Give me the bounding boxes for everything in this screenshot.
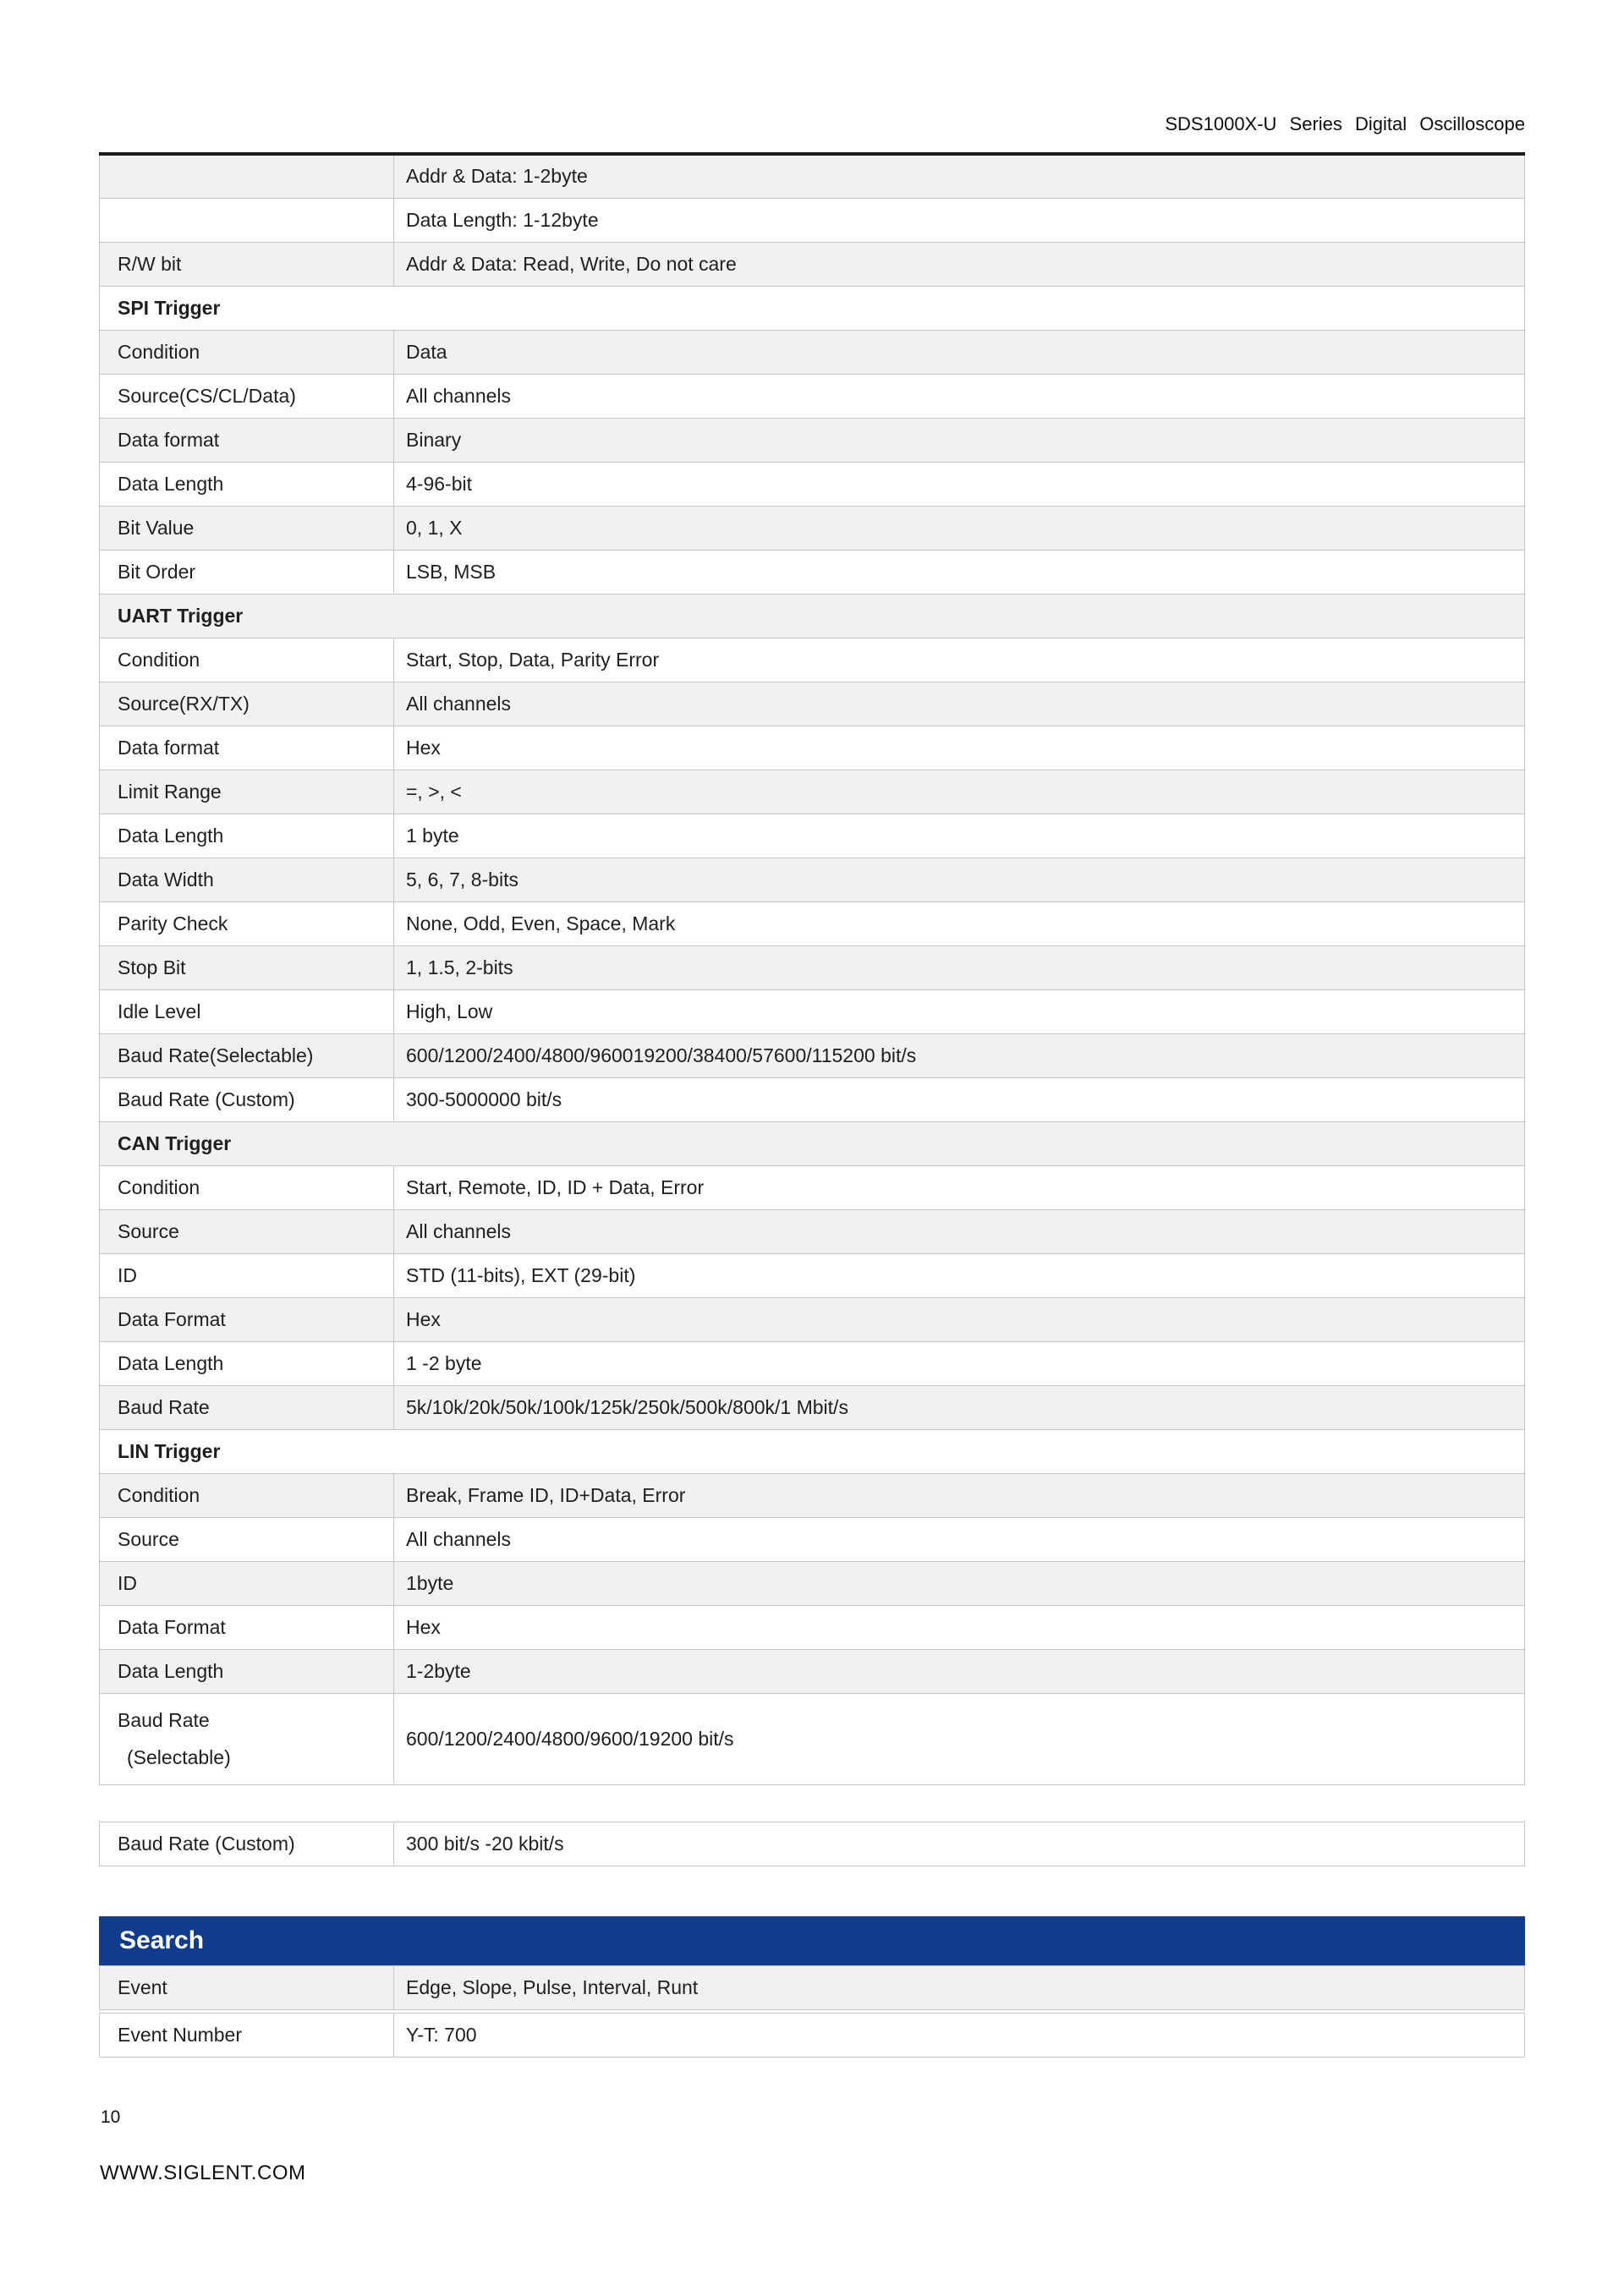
table-row bbox=[100, 550, 1525, 594]
table-row bbox=[100, 1341, 1525, 1385]
table-row bbox=[100, 1517, 1525, 1561]
spec-table-continued-wrap bbox=[99, 1822, 1525, 1866]
table-row bbox=[100, 1209, 1525, 1253]
spec-label: Stop Bit bbox=[100, 945, 394, 989]
search-section bbox=[99, 1916, 1525, 2058]
spec-label: Data Length bbox=[100, 1649, 394, 1693]
spec-value: All channels bbox=[394, 682, 1525, 726]
table-row bbox=[100, 1033, 1525, 1077]
table-row bbox=[100, 1693, 1525, 1784]
spec-label: Idle Level bbox=[100, 989, 394, 1033]
spec-value: 5k/10k/20k/50k/100k/125k/250k/500k/800k/1 Mbit/s bbox=[394, 1385, 1525, 1429]
spec-table-continued bbox=[99, 1822, 1525, 1866]
spec-label: Condition bbox=[100, 330, 394, 374]
table-row bbox=[100, 1561, 1525, 1605]
spec-table-main bbox=[99, 152, 1525, 1785]
table-row bbox=[100, 945, 1525, 989]
spec-value: 600/1200/2400/4800/9600/19200 bit/s bbox=[394, 1693, 1525, 1784]
table-row bbox=[100, 1822, 1525, 1866]
table-row bbox=[100, 1253, 1525, 1297]
spec-label: Data Width bbox=[100, 858, 394, 901]
spec-label: Condition bbox=[100, 1165, 394, 1209]
document-header bbox=[99, 113, 1525, 135]
table-row bbox=[100, 1966, 1525, 2010]
spec-label: Bit Order bbox=[100, 550, 394, 594]
spec-value: All channels bbox=[394, 1209, 1525, 1253]
spec-value: Data bbox=[394, 330, 1525, 374]
table-row bbox=[100, 638, 1525, 682]
spec-value: Addr & Data: 1-2byte bbox=[394, 154, 1525, 198]
page-number: 10 bbox=[101, 2107, 121, 2127]
spec-value: None, Odd, Even, Space, Mark bbox=[394, 901, 1525, 945]
spec-table-main-wrap bbox=[99, 152, 1525, 1785]
search-section-title: Search bbox=[119, 1926, 205, 1954]
table-row bbox=[100, 858, 1525, 901]
table-row bbox=[100, 1165, 1525, 1209]
spec-value: =, >, < bbox=[394, 770, 1525, 814]
spec-label: Bit Value bbox=[100, 506, 394, 550]
search-section-header bbox=[99, 1916, 1525, 1965]
spec-label: R/W bit bbox=[100, 242, 394, 286]
spec-label: Data Format bbox=[100, 1605, 394, 1649]
table-row bbox=[100, 1649, 1525, 1693]
spec-label: Baud Rate bbox=[100, 1385, 394, 1429]
table-row bbox=[100, 1429, 1525, 1473]
spec-value: 1 byte bbox=[394, 814, 1525, 858]
table-row bbox=[100, 814, 1525, 858]
spec-label: Data Length bbox=[100, 1341, 394, 1385]
spec-label: Limit Range bbox=[100, 770, 394, 814]
spec-label: Source(CS/CL/Data) bbox=[100, 374, 394, 418]
footer-website: WWW.SIGLENT.COM bbox=[100, 2162, 306, 2184]
table-row bbox=[100, 682, 1525, 726]
spec-label: Source(RX/TX) bbox=[100, 682, 394, 726]
table-row bbox=[100, 374, 1525, 418]
table-row bbox=[100, 901, 1525, 945]
spec-value: 300-5000000 bit/s bbox=[394, 1077, 1525, 1121]
spec-value: Binary bbox=[394, 418, 1525, 462]
table-row bbox=[100, 286, 1525, 330]
spec-value: Addr & Data: Read, Write, Do not care bbox=[394, 242, 1525, 286]
table-row bbox=[100, 726, 1525, 770]
spec-label: Event bbox=[100, 1966, 394, 2010]
spec-label: ID bbox=[100, 1253, 394, 1297]
section-header-lin-trigger: LIN Trigger bbox=[100, 1429, 1525, 1473]
spec-value: 5, 6, 7, 8-bits bbox=[394, 858, 1525, 901]
table-row bbox=[100, 462, 1525, 506]
table-row bbox=[100, 242, 1525, 286]
spec-label bbox=[100, 1693, 394, 1784]
spec-label: Data format bbox=[100, 726, 394, 770]
spec-label: Parity Check bbox=[100, 901, 394, 945]
spec-value: Edge, Slope, Pulse, Interval, Runt bbox=[394, 1966, 1525, 2010]
spec-value: 300 bit/s -20 kbit/s bbox=[394, 1822, 1525, 1866]
spec-label: Source bbox=[100, 1517, 394, 1561]
spec-value: 1byte bbox=[394, 1561, 1525, 1605]
spec-value: LSB, MSB bbox=[394, 550, 1525, 594]
spec-label: Data format bbox=[100, 418, 394, 462]
search-table-continued bbox=[99, 2013, 1525, 2058]
spec-value: High, Low bbox=[394, 989, 1525, 1033]
spec-value: 1, 1.5, 2-bits bbox=[394, 945, 1525, 989]
spec-label: ID bbox=[100, 1561, 394, 1605]
spec-value: Y-T: 700 bbox=[394, 2014, 1525, 2058]
spec-value: Hex bbox=[394, 1605, 1525, 1649]
table-row bbox=[100, 330, 1525, 374]
section-header-spi-trigger: SPI Trigger bbox=[100, 286, 1525, 330]
table-row bbox=[100, 506, 1525, 550]
spec-label: Data Length bbox=[100, 462, 394, 506]
spec-label-line2: (Selectable) bbox=[127, 1746, 231, 1768]
table-row bbox=[100, 154, 1525, 198]
spec-label: Condition bbox=[100, 1473, 394, 1517]
section-header-uart-trigger: UART Trigger bbox=[100, 594, 1525, 638]
spec-label bbox=[100, 198, 394, 242]
table-row bbox=[100, 1605, 1525, 1649]
spec-value: 600/1200/2400/4800/960019200/38400/57600/115200 bit/s bbox=[394, 1033, 1525, 1077]
spec-value: 4-96-bit bbox=[394, 462, 1525, 506]
spec-value: Start, Remote, ID, ID + Data, Error bbox=[394, 1165, 1525, 1209]
spec-label bbox=[100, 154, 394, 198]
table-row bbox=[100, 2014, 1525, 2058]
spec-value: Break, Frame ID, ID+Data, Error bbox=[394, 1473, 1525, 1517]
table-row bbox=[100, 594, 1525, 638]
spec-label: Data Length bbox=[100, 814, 394, 858]
section-header-can-trigger: CAN Trigger bbox=[100, 1121, 1525, 1165]
spec-value: Hex bbox=[394, 1297, 1525, 1341]
spec-value: 1 -2 byte bbox=[394, 1341, 1525, 1385]
spec-label: Data Format bbox=[100, 1297, 394, 1341]
spec-label: Event Number bbox=[100, 2014, 394, 2058]
spec-label: Baud Rate (Custom) bbox=[100, 1822, 394, 1866]
table-row bbox=[100, 989, 1525, 1033]
spec-value: Data Length: 1-12byte bbox=[394, 198, 1525, 242]
spec-label: Baud Rate (Custom) bbox=[100, 1077, 394, 1121]
spec-value: 1-2byte bbox=[394, 1649, 1525, 1693]
table-row bbox=[100, 1077, 1525, 1121]
spec-label: Baud Rate(Selectable) bbox=[100, 1033, 394, 1077]
spec-label: Condition bbox=[100, 638, 394, 682]
spec-label-line1: Baud Rate bbox=[118, 1709, 210, 1731]
spec-value: Start, Stop, Data, Parity Error bbox=[394, 638, 1525, 682]
spec-value: STD (11-bits), EXT (29-bit) bbox=[394, 1253, 1525, 1297]
spec-value: All channels bbox=[394, 1517, 1525, 1561]
table-row bbox=[100, 1473, 1525, 1517]
spec-value: 0, 1, X bbox=[394, 506, 1525, 550]
table-row bbox=[100, 418, 1525, 462]
document-title: SDS1000X-U Series Digital Oscilloscope bbox=[1165, 113, 1525, 134]
table-row bbox=[100, 1297, 1525, 1341]
spec-label: Source bbox=[100, 1209, 394, 1253]
table-row bbox=[100, 198, 1525, 242]
table-row bbox=[100, 1121, 1525, 1165]
search-table bbox=[99, 1965, 1525, 2010]
table-row bbox=[100, 770, 1525, 814]
spec-value: Hex bbox=[394, 726, 1525, 770]
spec-value: All channels bbox=[394, 374, 1525, 418]
table-row bbox=[100, 1385, 1525, 1429]
